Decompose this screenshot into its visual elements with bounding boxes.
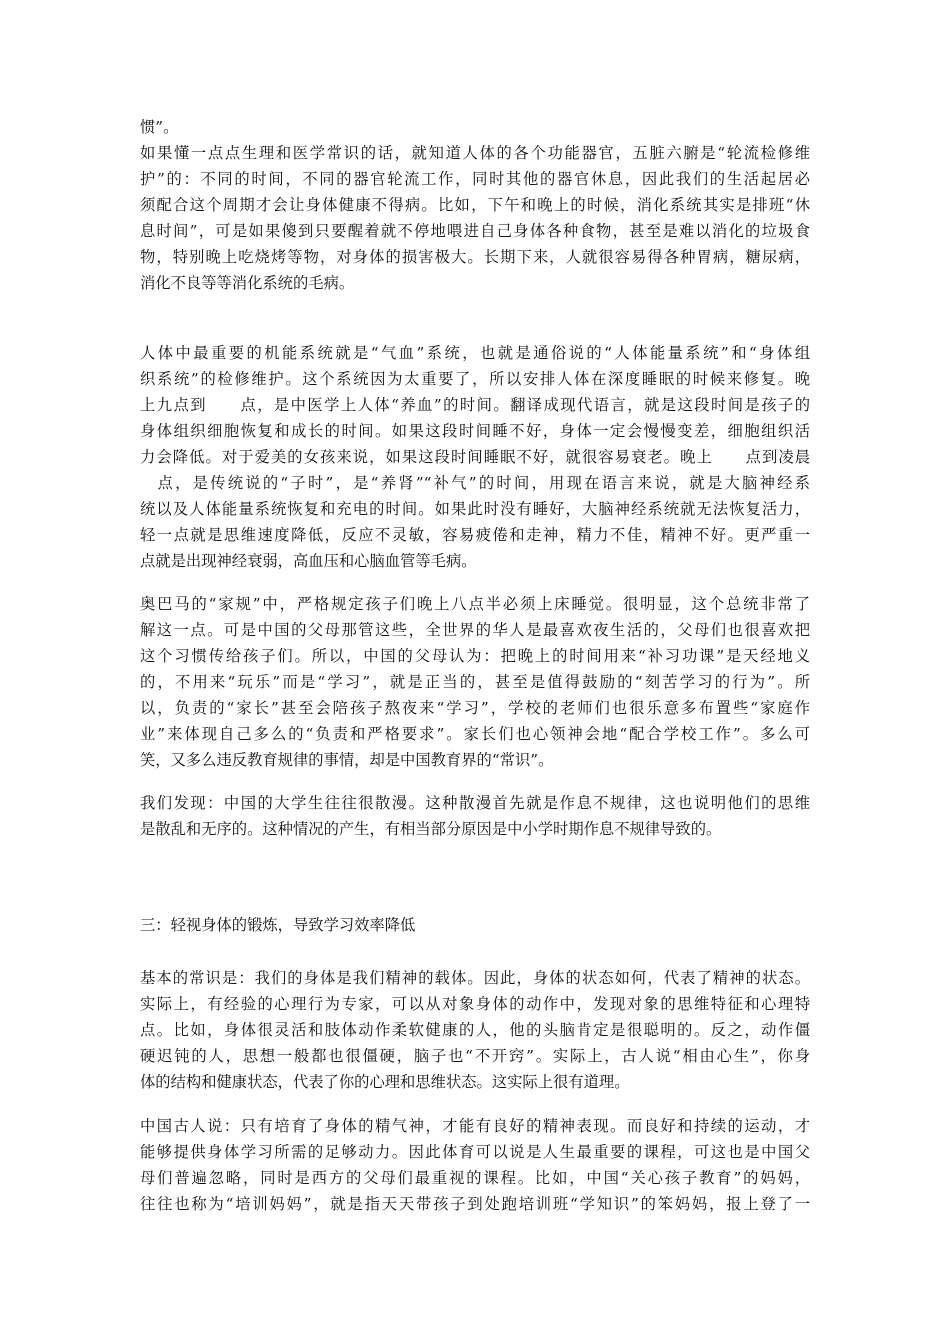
section-heading — [140, 912, 810, 938]
text-line: 我们发现：中国的大学生往往很散漫。这种散漫首先就是作息不规律，这也说明他们的思维 — [140, 794, 810, 812]
text-line: 身体组织细胞恢复和成长的时间。如果这段时间睡不好，身体一定会慢慢变差，细胞组织活 — [140, 422, 810, 440]
paragraph-qi-blood — [140, 340, 810, 574]
paragraph-body-mind — [140, 965, 810, 1095]
text-line: 人体中最重要的机能系统就是“气血”系统，也就是通俗说的“人体能量系统”和“身体组 — [140, 344, 810, 362]
paragraph-organ-cycle — [140, 140, 810, 296]
text-line: 点就是出现神经衰弱，高血压和心脑血管等毛病。 — [140, 552, 477, 570]
text-line: 统以及人体能量系统恢复和充电的时间。如果此时没有睡好，大脑神经系统就无法恢复活力， — [140, 500, 810, 518]
text-line: 须配合这个周期才会让身体健康不得病。比如，下午和晚上的时候，消化系统其实是排班“休 — [140, 196, 810, 214]
text-line: 奥巴马的“家规”中，严格规定孩子们晚上八点半必须上床睡觉。很明显，这个总统非常了 — [140, 595, 810, 613]
text-line: 是散乱和无序的。这种情况的产生，有相当部分原因是中小学时期作息不规律导致的。 — [140, 820, 722, 838]
text-line: 织系统”的检修维护。这个系统因为太重要了，所以安排人体在深度睡眠的时候来修复。晚 — [140, 370, 810, 388]
text-line: 惯”。 — [140, 118, 179, 136]
paragraph-physical-education — [140, 1113, 810, 1217]
text-line: 物，特别晚上吃烧烤等物，对身体的损害极大。长期下来，人就很容易得各种胃病，糖尿病， — [140, 248, 810, 266]
paragraph-obama-rules — [140, 591, 810, 773]
text-line: 中国古人说：只有培育了身体的精气神，才能有良好的精神表现。而良好和持续的运动，才 — [140, 1117, 810, 1135]
text-line: 这个习惯传给孩子们。所以，中国的父母认为：把晚上的时间用来“补习功课”是天经地义 — [140, 647, 810, 665]
text-line: 护”的：不同的时间，不同的器官轮流工作，同时其他的器官休息，因此我们的生活起居必 — [140, 170, 810, 188]
text-line: 往往也称为“培训妈妈”，就是指天天带孩子到处跑培训班“学知识”的笨妈妈，报上登了一 — [140, 1195, 810, 1213]
text-line: 如果懂一点点生理和医学常识的话，就知道人体的各个功能器官，五脏六腑是“轮流检修维 — [140, 144, 810, 162]
text-line: 实际上，有经验的心理行为专家，可以从对象身体的动作中，发现对象的思维特征和心理特 — [140, 995, 810, 1013]
text-line: 基本的常识是：我们的身体是我们精神的载体。因此，身体的状态如何，代表了精神的状态。 — [140, 969, 810, 987]
text-line: 解这一点。可是中国的父母那管这些，全世界的华人是最喜欢夜生活的，父母们也很喜欢把 — [140, 621, 810, 639]
text-line: 业”来体现自己多么的“负责和严格要求”。家长们也心领神会地“配合学校工作”。多么可 — [140, 725, 810, 743]
text-line: 力会降低。对于爱美的女孩来说，如果这段时间睡眠不好，就很容易衰老。晚上 点到凌晨 — [140, 448, 810, 466]
text-line: 点，是传统说的“子时”，是“养肾”“补气”的时间，用现在语言来说，就是大脑神经系 — [140, 474, 810, 492]
text-line: 上九点到 点，是中医学上人体“养血”的时间。翻译成现代语言，就是这段时间是孩子的 — [140, 396, 810, 414]
text-line: 息时间”，可是如果傻到只要醒着就不停地喂进自己身体各种食物，甚至是难以消化的垃圾食 — [140, 222, 810, 240]
text-line: 点。比如，身体很灵活和肢体动作柔软健康的人，他的头脑肯定是很聪明的。反之，动作僵 — [140, 1021, 810, 1039]
text-line: 母们普遍忽略，同时是西方的父母们最重视的课程。比如，中国“关心孩子教育”的妈妈， — [140, 1169, 810, 1187]
text-line: 轻一点就是思维速度降低，反应不灵敏，容易疲倦和走神，精力不佳，精神不好。更严重一 — [140, 526, 810, 544]
text-line: 以，负责的“家长”甚至会陪孩子熬夜来“学习”，学校的老师们也很乐意多布置些“家庭作 — [140, 699, 810, 717]
text-line: 能够提供身体学习所需的足够动力。因此体育可以说是人生最重要的课程，可这也是中国父 — [140, 1143, 810, 1161]
text-line: 的，不用来“玩乐”而是“学习”，就是正当的，甚至是值得鼓励的“刻苦学习的行为”。所 — [140, 673, 810, 691]
text-line: 体的结构和健康状态，代表了你的心理和思维状态。这实际上很有道理。 — [140, 1073, 630, 1091]
paragraph-college-students — [140, 790, 810, 842]
text-line: 笑，又多么违反教育规律的事情，却是中国教育界的“常识”。 — [140, 751, 554, 769]
paragraph-continuation — [140, 114, 810, 140]
text-line: 硬迟钝的人，思想一般都也很僵硬，脑子也“不开窍”。实际上，古人说“相由心生”，你身 — [140, 1047, 810, 1065]
section-heading-text: 三：轻视身体的锻炼，导致学习效率降低 — [140, 916, 416, 934]
text-line: 消化不良等等消化系统的毛病。 — [140, 274, 355, 292]
